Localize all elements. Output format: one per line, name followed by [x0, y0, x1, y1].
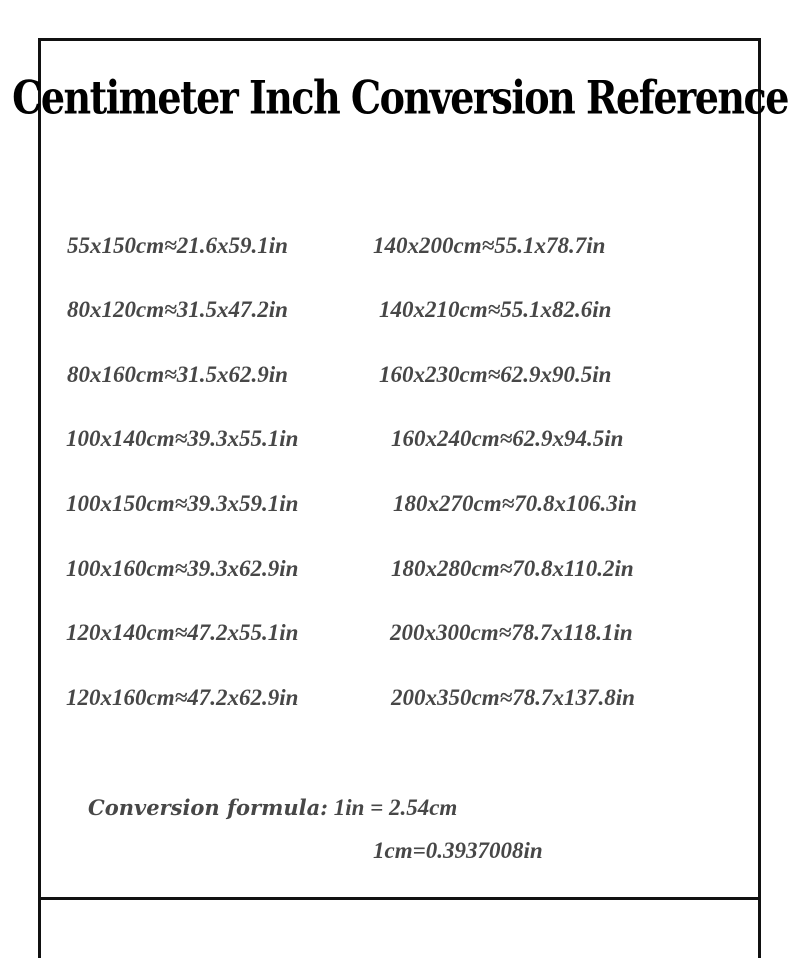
conversion-row [0, 297, 800, 337]
page-title: Centimeter Inch Conversion Reference [12, 70, 788, 125]
conversion-left: 80x120cm≈31.5x47.2in [67, 297, 288, 322]
conversion-left: 120x140cm≈47.2x55.1in [66, 620, 299, 645]
conversion-left: 55x150cm≈21.6x59.1in [67, 233, 288, 258]
conversion-left: 100x160cm≈39.3x62.9in [66, 556, 299, 581]
reference-card [38, 38, 761, 900]
conversion-row [0, 362, 800, 402]
conversion-row [0, 556, 800, 596]
conversion-formula [88, 795, 457, 821]
conversion-right: 140x210cm≈55.1x82.6in [379, 297, 612, 322]
conversion-row [0, 426, 800, 466]
lower-card-edge [38, 898, 761, 958]
conversion-right: 180x280cm≈70.8x110.2in [391, 556, 634, 581]
formula-inch-to-cm: 1in = 2.54cm [333, 795, 458, 820]
formula-cm-to-inch: 1cm=0.3937008in [373, 838, 543, 863]
conversion-row [0, 491, 800, 531]
conversion-right: 180x270cm≈70.8x106.3in [393, 491, 637, 516]
conversion-left: 120x160cm≈47.2x62.9in [66, 685, 299, 710]
conversion-left: 100x140cm≈39.3x55.1in [66, 426, 299, 451]
conversion-row [0, 685, 800, 725]
formula-label: Conversion formula: [88, 795, 328, 820]
conversion-row [0, 620, 800, 660]
conversion-right: 200x350cm≈78.7x137.8in [391, 685, 635, 710]
conversion-right: 160x230cm≈62.9x90.5in [379, 362, 612, 387]
conversion-left: 100x150cm≈39.3x59.1in [66, 491, 299, 516]
conversion-right: 200x300cm≈78.7x118.1in [390, 620, 633, 645]
conversion-right: 140x200cm≈55.1x78.7in [373, 233, 606, 258]
conversion-right: 160x240cm≈62.9x94.5in [391, 426, 624, 451]
conversion-left: 80x160cm≈31.5x62.9in [67, 362, 288, 387]
conversion-row [0, 233, 800, 273]
